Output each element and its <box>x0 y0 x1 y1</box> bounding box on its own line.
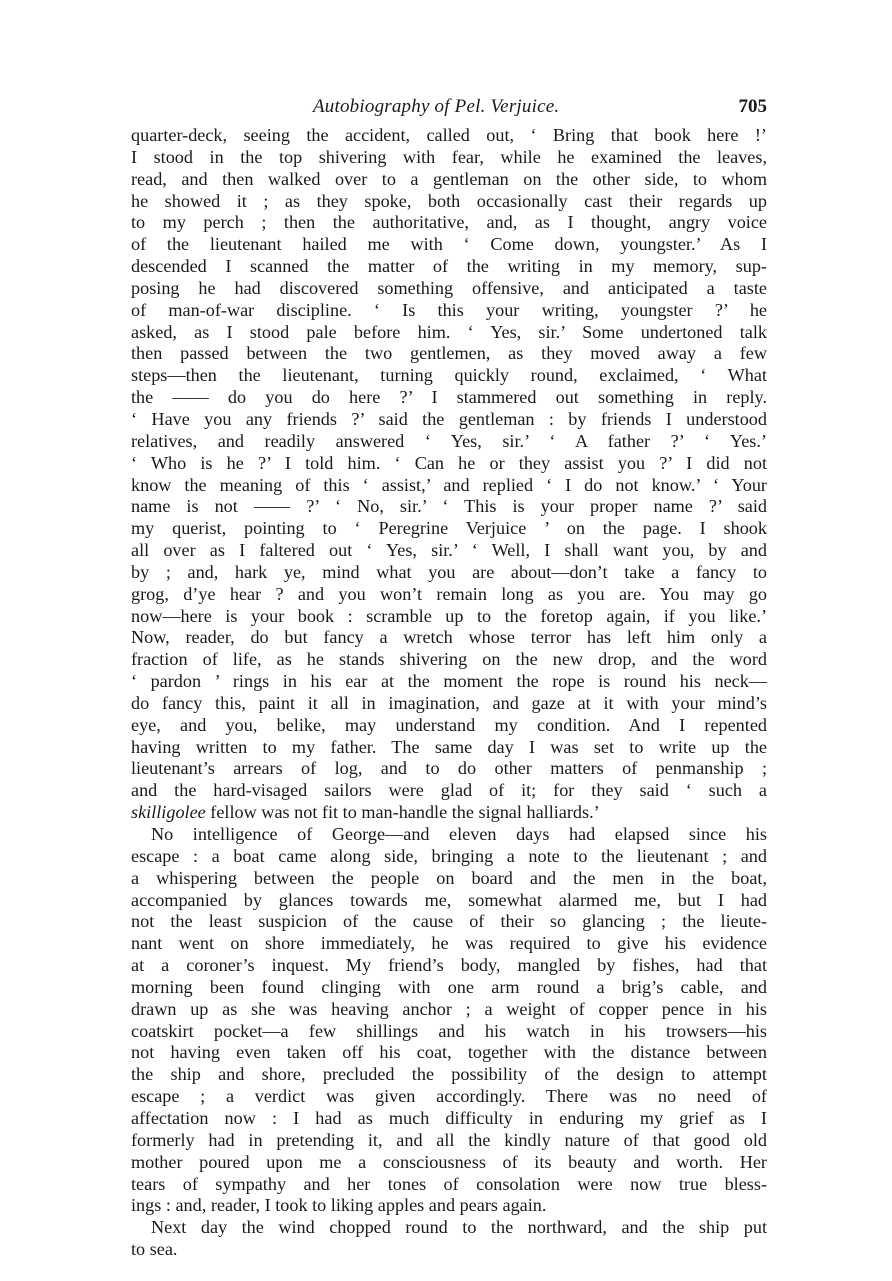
text-line: not having even taken off his coat, together with the distance between <box>131 1042 767 1063</box>
text-line: a whispering between the people on board and the men in the boat, <box>131 867 767 888</box>
text-line: tears of sympathy and her tones of consolation were now true bless- <box>131 1173 767 1194</box>
text-line: of the lieutenant hailed me with ‘ Come down, youngster.’ As I <box>131 234 767 255</box>
text-line: ‘ pardon ’ rings in his ear at the moment the rope is round his neck— <box>131 671 767 692</box>
text-line: now—here is your book : scramble up to the foretop again, if you like.’ <box>131 605 767 626</box>
text-line: coatskirt pocket—a few shillings and his watch in his trowsers—his <box>131 1020 767 1041</box>
text-line: nant went on shore immediately, he was required to give his evidence <box>131 933 767 954</box>
text-line: relatives, and readily answered ‘ Yes, sir.’ ‘ A father ?’ ‘ Yes.’ <box>131 430 767 451</box>
text-line: know the meaning of this ‘ assist,’ and replied ‘ I do not know.’ ‘ Your <box>131 474 767 495</box>
text-line: quarter-deck, seeing the accident, called out, ‘ Bring that book here !’ <box>131 125 767 145</box>
book-page <box>131 96 767 1261</box>
running-head <box>131 96 767 122</box>
text-line: accompanied by glances towards me, somewhat alarmed me, but I had <box>131 889 767 910</box>
text-line: formerly had in pretending it, and all the kindly nature of that good old <box>131 1129 767 1150</box>
paragraph <box>131 824 767 1217</box>
text-line-last: to sea. <box>131 1239 178 1260</box>
text-line: escape : a boat came along side, bringing a note to the lieutenant ; and <box>131 845 767 866</box>
text-line: No intelligence of George—and eleven days had elapsed since his <box>151 824 767 844</box>
text-line: my querist, pointing to ‘ Peregrine Verjuice ’ on the page. I shook <box>131 518 767 539</box>
text-line: drawn up as she was heaving anchor ; a weight of copper pence in his <box>131 998 767 1019</box>
page-number: 705 <box>738 96 767 117</box>
text-line-last <box>131 802 767 824</box>
text-line: steps—then the lieutenant, turning quickly round, exclaimed, ‘ What <box>131 365 767 386</box>
body-text <box>131 125 767 1261</box>
text-line: fraction of life, as he stands shivering on the new drop, and the word <box>131 649 767 670</box>
text-line: posing he had discovered something offensive, and anticipated a taste <box>131 277 767 298</box>
text-line: name is not —— ?’ ‘ No, sir.’ ‘ This is your proper name ?’ said <box>131 496 767 517</box>
text-line: having written to my father. The same day I was set to write up the <box>131 736 767 757</box>
text-line: do fancy this, paint it all in imagination, and gaze at it with your mind’s <box>131 692 767 713</box>
text-line: and the hard-visaged sailors were glad of it; for they said ‘ such a <box>131 780 767 801</box>
text-line: Now, reader, do but fancy a wretch whose terror has left him only a <box>131 627 767 648</box>
text-line: eye, and you, belike, may understand my condition. And I repented <box>131 714 767 735</box>
text-line: ‘ Have you any friends ?’ said the gentleman : by friends I understood <box>131 408 767 429</box>
text-line: lieutenant’s arrears of log, and to do other matters of penmanship ; <box>131 758 767 779</box>
text-line: grog, d’ye hear ? and you won’t remain long as you are. You may go <box>131 583 767 604</box>
text-line: Next day the wind chopped round to the northward, and the ship put <box>151 1217 767 1238</box>
paragraph <box>131 125 767 824</box>
text-line: I stood in the top shivering with fear, while he examined the leaves, <box>131 146 767 167</box>
running-title: Autobiography of Pel. Verjuice. <box>313 96 560 117</box>
text-line: at a coroner’s inquest. My friend’s body, mangled by fishes, had that <box>131 955 767 976</box>
text-line: the —— do you do here ?’ I stammered out something in reply. <box>131 387 767 408</box>
text-line: affectation now : I had as much difficulty in enduring my grief as I <box>131 1107 767 1128</box>
text-line: to my perch ; then the authoritative, and, as I thought, angry voice <box>131 212 767 233</box>
text-line: asked, as I stood pale before him. ‘ Yes, sir.’ Some undertoned talk <box>131 321 767 342</box>
text-line: read, and then walked over to a gentleman on the other side, to whom <box>131 168 767 189</box>
text-line: then passed between the two gentlemen, as they moved away a few <box>131 343 767 364</box>
text-line: descended I scanned the matter of the writing in my memory, sup- <box>131 256 767 277</box>
text-run: fellow was not fit to man-handle the signal halliards.’ <box>205 802 600 823</box>
text-line: morning been found clinging with one arm round a brig’s cable, and <box>131 976 767 997</box>
text-line-last: ings : and, reader, I took to liking apples and pears again. <box>131 1195 547 1216</box>
text-line: all over as I faltered out ‘ Yes, sir.’ ‘ Well, I shall want you, by and <box>131 540 767 561</box>
text-line: escape ; a verdict was given accordingly. There was no need of <box>131 1086 767 1107</box>
text-line: ‘ Who is he ?’ I told him. ‘ Can he or they assist you ?’ I did not <box>131 452 767 473</box>
text-line: mother poured upon me a consciousness of its beauty and worth. Her <box>131 1151 767 1172</box>
text-line: not the least suspicion of the cause of their so glancing ; the lieute- <box>131 911 767 932</box>
paragraph <box>131 1217 767 1261</box>
text-line: he showed it ; as they spoke, both occasionally cast their regards up <box>131 190 767 211</box>
text-line: by ; and, hark ye, mind what you are about—don’t take a fancy to <box>131 561 767 582</box>
text-line: of man-of-war discipline. ‘ Is this your writing, youngster ?’ he <box>131 299 767 320</box>
italic-word: skilligolee <box>131 802 206 823</box>
text-line: the ship and shore, precluded the possibility of the design to attempt <box>131 1064 767 1085</box>
